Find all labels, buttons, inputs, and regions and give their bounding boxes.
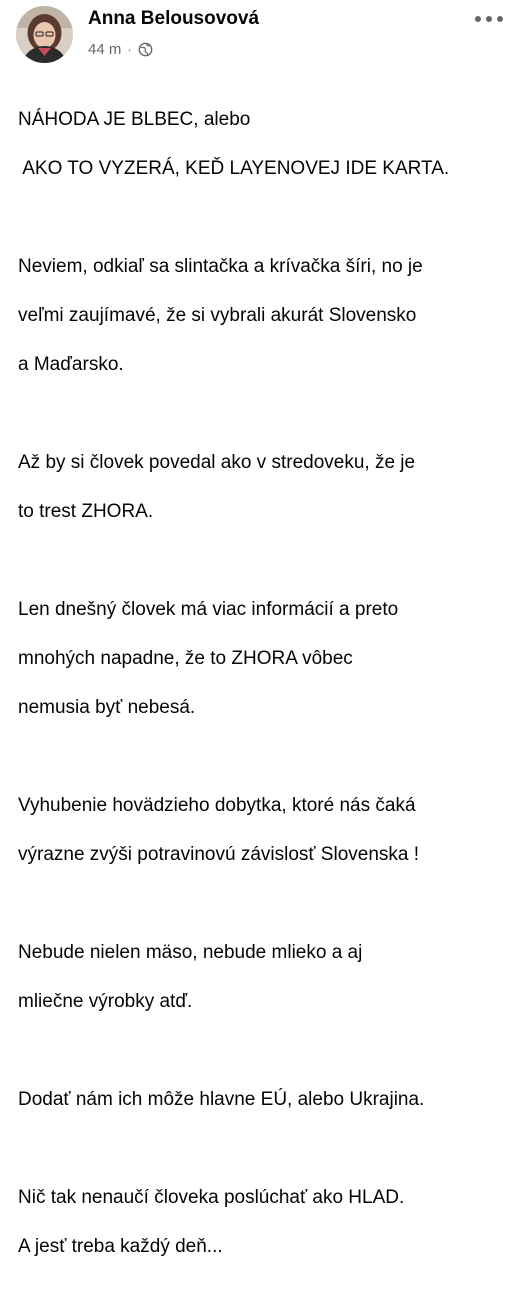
text-line: NÁHODA JE BLBEC, alebo <box>18 108 251 130</box>
text-line: Len dnešný človek má viac informácií a preto <box>18 598 399 620</box>
more-options-icon[interactable] <box>472 8 506 30</box>
text-line: to trest ZHORA. <box>18 500 154 522</box>
text-line: výrazne zvýši potravinovú závislosť Slovenska ! <box>18 843 420 865</box>
text-line: mnohých napadne, že to ZHORA vôbec <box>18 647 353 669</box>
text-line: Vyhubenie hovädzieho dobytka, ktoré nás čaká <box>18 794 416 816</box>
text-line: mliečne výrobky atď. <box>18 990 193 1012</box>
author-name[interactable]: Anna Belousovová <box>88 8 260 29</box>
post-meta <box>88 39 153 59</box>
text-line: Nič tak nenaučí človeka poslúchať ako HLAD. <box>18 1186 405 1208</box>
post-header <box>0 0 521 70</box>
text-line: Nebude nielen mäso, nebude mlieko a aj <box>18 941 363 963</box>
post-body <box>18 83 513 1308</box>
text-line: Až by si človek povedal ako v stredoveku, že je <box>18 451 416 473</box>
avatar-photo <box>16 6 73 63</box>
paragraph <box>18 769 513 892</box>
text-line: nemusia byť nebesá. <box>18 696 196 718</box>
paragraph <box>18 83 513 206</box>
avatar[interactable] <box>16 6 73 63</box>
paragraph <box>18 916 513 1039</box>
paragraph <box>18 1063 513 1137</box>
text-line: AKO TO VYZERÁ, KEĎ LAYENOVEJ IDE KARTA. <box>18 157 450 179</box>
globe-icon[interactable] <box>138 42 153 57</box>
text-line: veľmi zaujímavé, že si vybrali akurát Slovensko <box>18 304 417 326</box>
paragraph <box>18 1161 513 1284</box>
separator-dot: · <box>127 41 132 57</box>
text-line: Dodať nám ich môže hlavne EÚ, alebo Ukrajina. <box>18 1088 425 1110</box>
text-line: a Maďarsko. <box>18 353 124 375</box>
paragraph <box>18 573 513 745</box>
timestamp[interactable]: 44 m <box>88 40 122 58</box>
paragraph <box>18 426 513 549</box>
paragraph <box>18 230 513 402</box>
text-line: A jesť treba každý deň... <box>18 1235 223 1257</box>
text-line: Neviem, odkiaľ sa slintačka a krívačka šíri, no je <box>18 255 423 277</box>
